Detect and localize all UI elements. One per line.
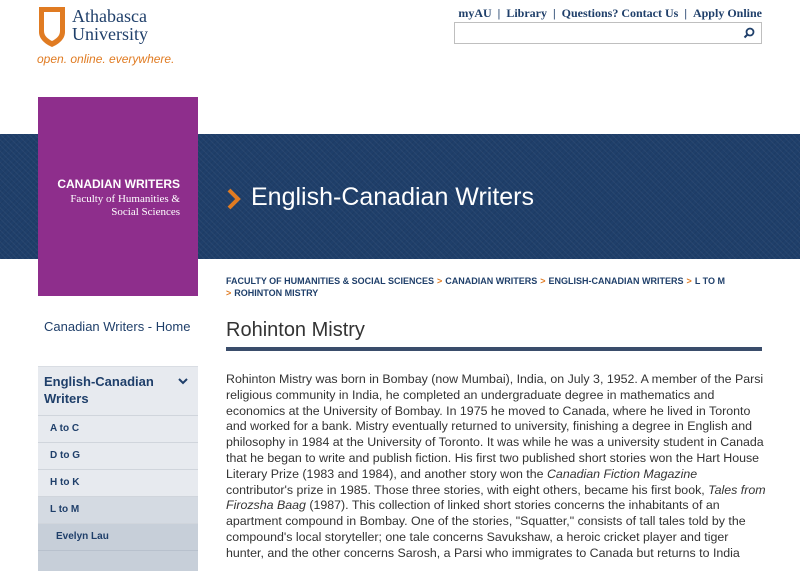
body-text-segment: contributor's prize in 1985. Those three stories, with eight others, became his first book,	[226, 482, 709, 497]
nav-separator: |	[552, 6, 556, 20]
body-text-segment: (1987). This collection of linked short stories concerns the inhabitants of an apartment compound in Bombay. One of the stories, "Squatter," consists of tall tales told by the compound's local storyteller; one tale concerns Savukshaw, a heroic cricket player and tiger hunter, and the other concerns Sarosh, a Parsi who immigrates to Canada but returns to India	[226, 498, 746, 560]
sidebar-nav	[38, 310, 198, 571]
nav-separator: |	[497, 6, 501, 20]
breadcrumb-separator: >	[540, 276, 546, 286]
tagline: open. online. everywhere.	[37, 52, 175, 66]
search-box	[454, 22, 762, 44]
breadcrumb-item[interactable]: CANADIAN WRITERS	[445, 276, 538, 286]
section-subtitle	[38, 193, 180, 219]
sidebar-item-home[interactable]: Canadian Writers - Home	[38, 310, 198, 367]
chevron-down-icon[interactable]	[178, 377, 188, 385]
section-sub-line2: Social Sciences	[111, 206, 180, 218]
nav-contact[interactable]: Questions? Contact Us	[561, 6, 679, 20]
shield-logo-icon	[37, 6, 67, 48]
breadcrumb-separator: >	[437, 276, 443, 286]
nav-separator: |	[684, 6, 687, 20]
logo-line1: Athabasca	[72, 6, 147, 26]
sidebar-item-d-to-g[interactable]: D to G	[38, 443, 198, 470]
nav-myau[interactable]: myAU	[458, 6, 492, 20]
breadcrumb	[226, 275, 766, 299]
search-icon[interactable]	[743, 27, 755, 39]
article-title: Rohinton Mistry	[226, 319, 365, 341]
sidebar-item-h-to-k[interactable]: H to K	[38, 470, 198, 497]
nav-library[interactable]: Library	[506, 6, 547, 20]
section-title: CANADIAN WRITERS	[57, 177, 180, 191]
sidebar-item-a-to-c[interactable]: A to C	[38, 416, 198, 443]
body-emphasis-magazine: Canadian Fiction Magazine	[546, 466, 698, 481]
sidebar-item-evelyn-lau[interactable]: Evelyn Lau	[38, 524, 198, 551]
body-emphasis-book: Tales from Firozsha Baag	[226, 482, 766, 513]
breadcrumb-item[interactable]: ENGLISH-CANADIAN WRITERS	[548, 276, 684, 286]
body-text-segment: Rohinton Mistry was born in Bombay (now Mumbai), India, on July 3, 1952. A member of the Parsi religious community in India, he completed an undergraduate degree in mathematics and economics at the University of Bombay. In 1975 he moved to Canada, where he lived in Toronto and worked for a bank. Mistry eventually returned to university, finishing a degree in English and philosophy in 1984 at the University of Toronto. It was while he was a university student in Canada that he began to write and publish fiction. His first two published short stories won the Hart House Literary Prize (1983 and 1984), and another story won the	[226, 372, 764, 481]
section-sub-line1: Faculty of Humanities &	[70, 193, 180, 205]
breadcrumb-separator: >	[226, 288, 232, 298]
chevron-right-icon	[226, 187, 242, 211]
article-body	[226, 372, 766, 562]
search-input[interactable]	[455, 23, 743, 43]
breadcrumb-separator: >	[686, 276, 692, 286]
breadcrumb-item[interactable]: L TO M	[694, 276, 725, 286]
sidebar-item-next[interactable]	[38, 551, 198, 571]
title-divider	[226, 347, 762, 351]
logo-wordmark	[72, 7, 148, 43]
breadcrumb-current: ROHINTON MISTRY	[234, 288, 319, 298]
nav-apply-online[interactable]: Apply Online	[692, 6, 762, 20]
logo-line2: University	[72, 24, 148, 44]
top-nav	[458, 6, 762, 21]
page-heading: English-Canadian Writers	[251, 183, 534, 211]
sidebar-item-label: English-Canadian Writers	[44, 374, 154, 406]
sidebar-item-english-canadian[interactable]	[38, 367, 198, 416]
section-label-block[interactable]	[38, 97, 198, 296]
sidebar-item-l-to-m[interactable]: L to M	[38, 497, 198, 524]
breadcrumb-item[interactable]: FACULTY OF HUMANITIES & SOCIAL SCIENCES	[226, 276, 435, 286]
